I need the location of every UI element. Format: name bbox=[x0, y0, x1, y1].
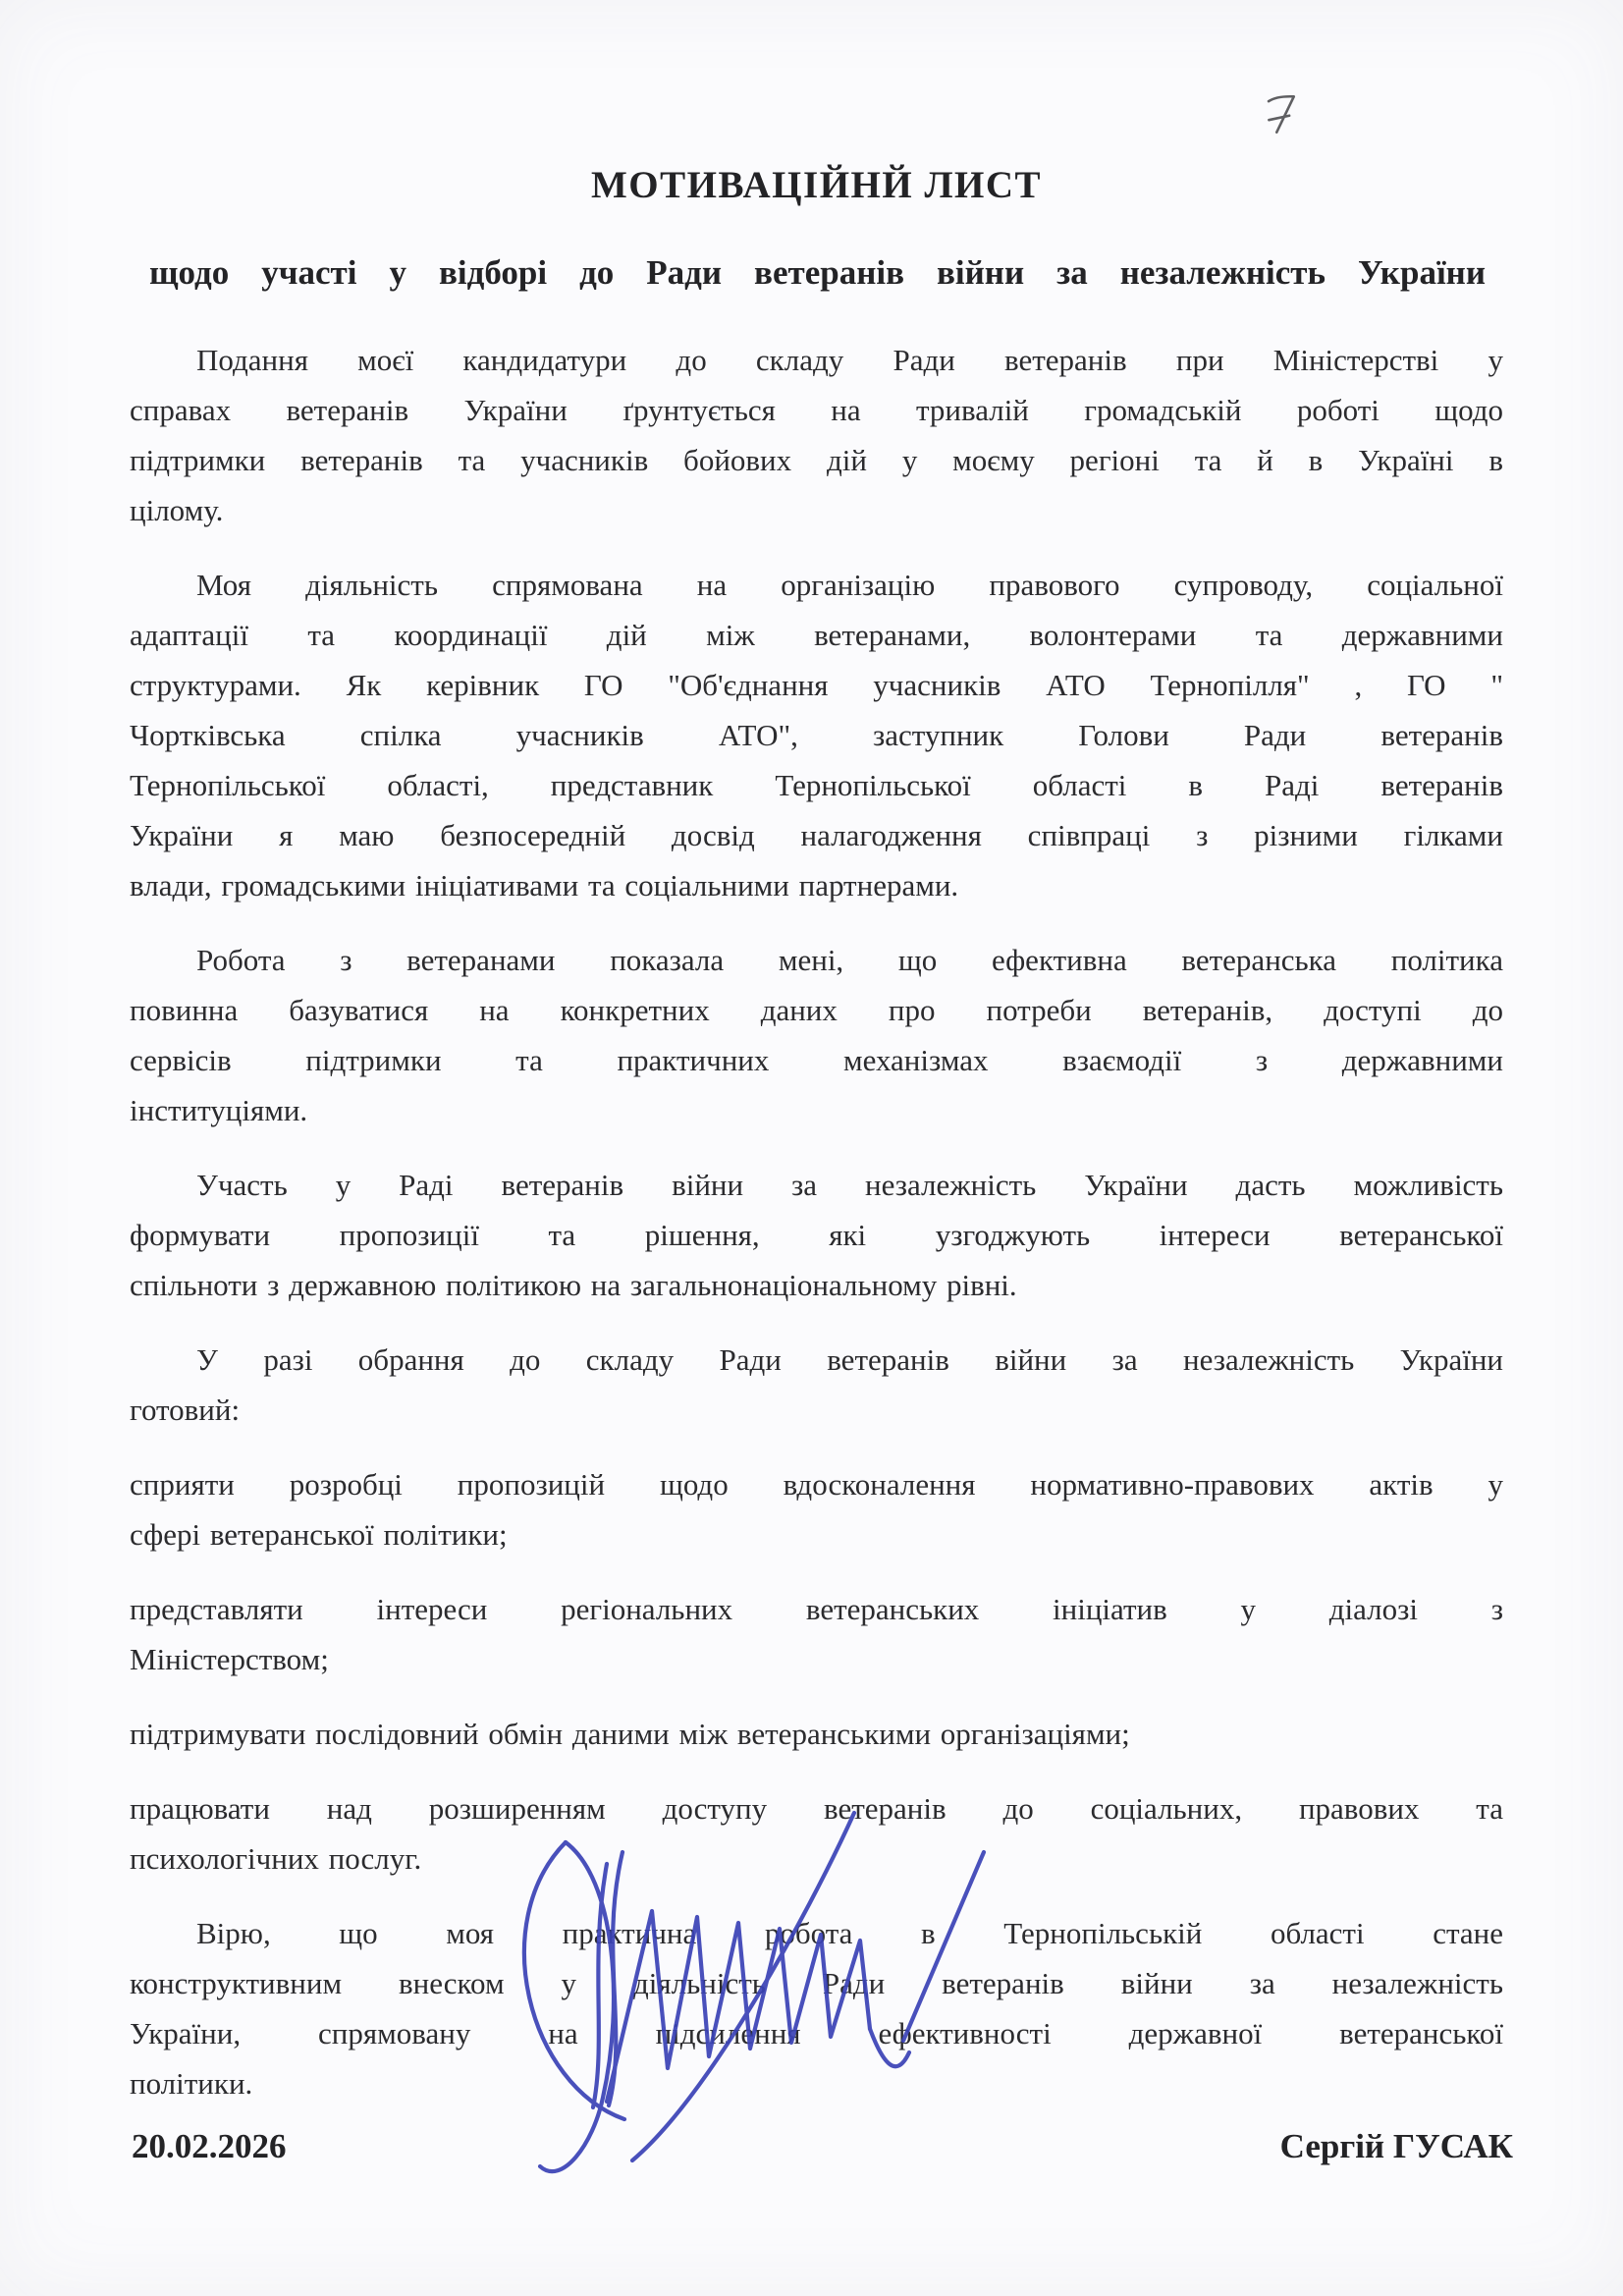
paragraph bbox=[130, 1584, 1503, 1684]
text-line: політики. bbox=[130, 2066, 253, 2101]
text-line: підтримки ветеранів та учасників бойових дій у моєму регіоні та й в Україні в bbox=[130, 443, 1503, 477]
text-line: цілому. bbox=[130, 493, 224, 527]
text-line: сприяти розробці пропозицій щодо вдосконалення нормативно-правових актів у bbox=[130, 1467, 1503, 1502]
text-line: формувати пропозиції та рішення, які узгоджують інтереси ветеранської bbox=[130, 1218, 1503, 1252]
text-line: Чортківська спілка учасників АТО", заступник Голови Ради ветеранів bbox=[130, 718, 1503, 752]
text-line: спільноти з державною політикою на загальнонаціональному рівні. bbox=[130, 1268, 1017, 1302]
pencil-stroke bbox=[1268, 96, 1296, 133]
text-line: повинна базуватися на конкретних даних про потреби ветеранів, доступі до bbox=[130, 993, 1503, 1027]
text-line: влади, громадськими ініціативами та соціальними партнерами. bbox=[130, 868, 959, 902]
text-line: справах ветеранів України ґрунтується на тривалій громадській роботі щодо bbox=[130, 393, 1503, 427]
text-line: конструктивним внеском у діяльність Ради ветеранів війни за незалежність bbox=[130, 1966, 1503, 2000]
text-line: України я маю безпосередній досвід налагодження співпраці з різними гілками bbox=[130, 818, 1503, 852]
text-line: готовий: bbox=[130, 1393, 241, 1427]
text-line: Подання моєї кандидатури до складу Ради ветеранів при Міністерстві у bbox=[196, 343, 1503, 377]
paragraph bbox=[130, 1160, 1503, 1310]
text-line: Міністерством; bbox=[130, 1642, 329, 1676]
text-line: Робота з ветеранами показала мені, що ефективна ветеранська політика bbox=[196, 943, 1503, 977]
text-line: Моя діяльність спрямована на організацію правового супроводу, соціальної bbox=[196, 568, 1503, 602]
paragraph bbox=[130, 1459, 1503, 1559]
text-line: сфері ветеранської політики; bbox=[130, 1517, 508, 1552]
text-line: працювати над розширенням доступу ветеранів до соціальних, правових та bbox=[130, 1791, 1503, 1826]
text-line: представляти інтереси регіональних ветеранських ініціатив у діалозі з bbox=[130, 1592, 1503, 1626]
text-line: України, спрямовану на підсилення ефективності державної ветеранської bbox=[130, 2016, 1503, 2050]
text-line: інституціями. bbox=[130, 1093, 308, 1127]
text-line: структурами. Як керівник ГО "Об'єднання учасників АТО Тернопілля" , ГО " bbox=[130, 668, 1503, 702]
handwritten-page-number bbox=[1261, 88, 1309, 138]
text-line: Тернопільської області, представник Тернопільської області в Раді ветеранів bbox=[130, 768, 1503, 802]
text-line: психологічних послуг. bbox=[130, 1841, 422, 1876]
text-line: адаптації та координації дій між ветеранами, волонтерами та державними bbox=[130, 618, 1503, 652]
paragraph bbox=[130, 935, 1503, 1135]
body-text bbox=[130, 335, 1503, 2133]
text-line: сервісів підтримки та практичних механізмах взаємодії з державними bbox=[130, 1043, 1503, 1077]
paragraph bbox=[130, 1908, 1503, 2108]
paragraph bbox=[130, 335, 1503, 535]
paragraph bbox=[130, 1335, 1503, 1435]
document-date: 20.02.2026 bbox=[132, 2127, 287, 2165]
document-subtitle: щодо участі у відборі до Ради ветеранів війни за незалежність України bbox=[149, 253, 1486, 292]
paragraph bbox=[130, 1709, 1503, 1759]
text-line: Участь у Раді ветеранів війни за незалежність України дасть можливість bbox=[196, 1168, 1503, 1202]
document-title: МОТИВАЦІЙНЙ ЛИСТ bbox=[590, 164, 1043, 206]
text-line: У разі обрання до складу Ради ветеранів війни за незалежність України bbox=[196, 1342, 1503, 1377]
paragraph bbox=[130, 1783, 1503, 1884]
paragraph bbox=[130, 560, 1503, 910]
text-line: Вірю, що моя практична робота в Тернопільській області стане bbox=[196, 1916, 1503, 1950]
signer-name: Сергій ГУСАК bbox=[1279, 2127, 1513, 2165]
footer bbox=[132, 2127, 1513, 2166]
text-line: підтримувати послідовний обмін даними між ветеранськими організаціями; bbox=[130, 1717, 1130, 1751]
